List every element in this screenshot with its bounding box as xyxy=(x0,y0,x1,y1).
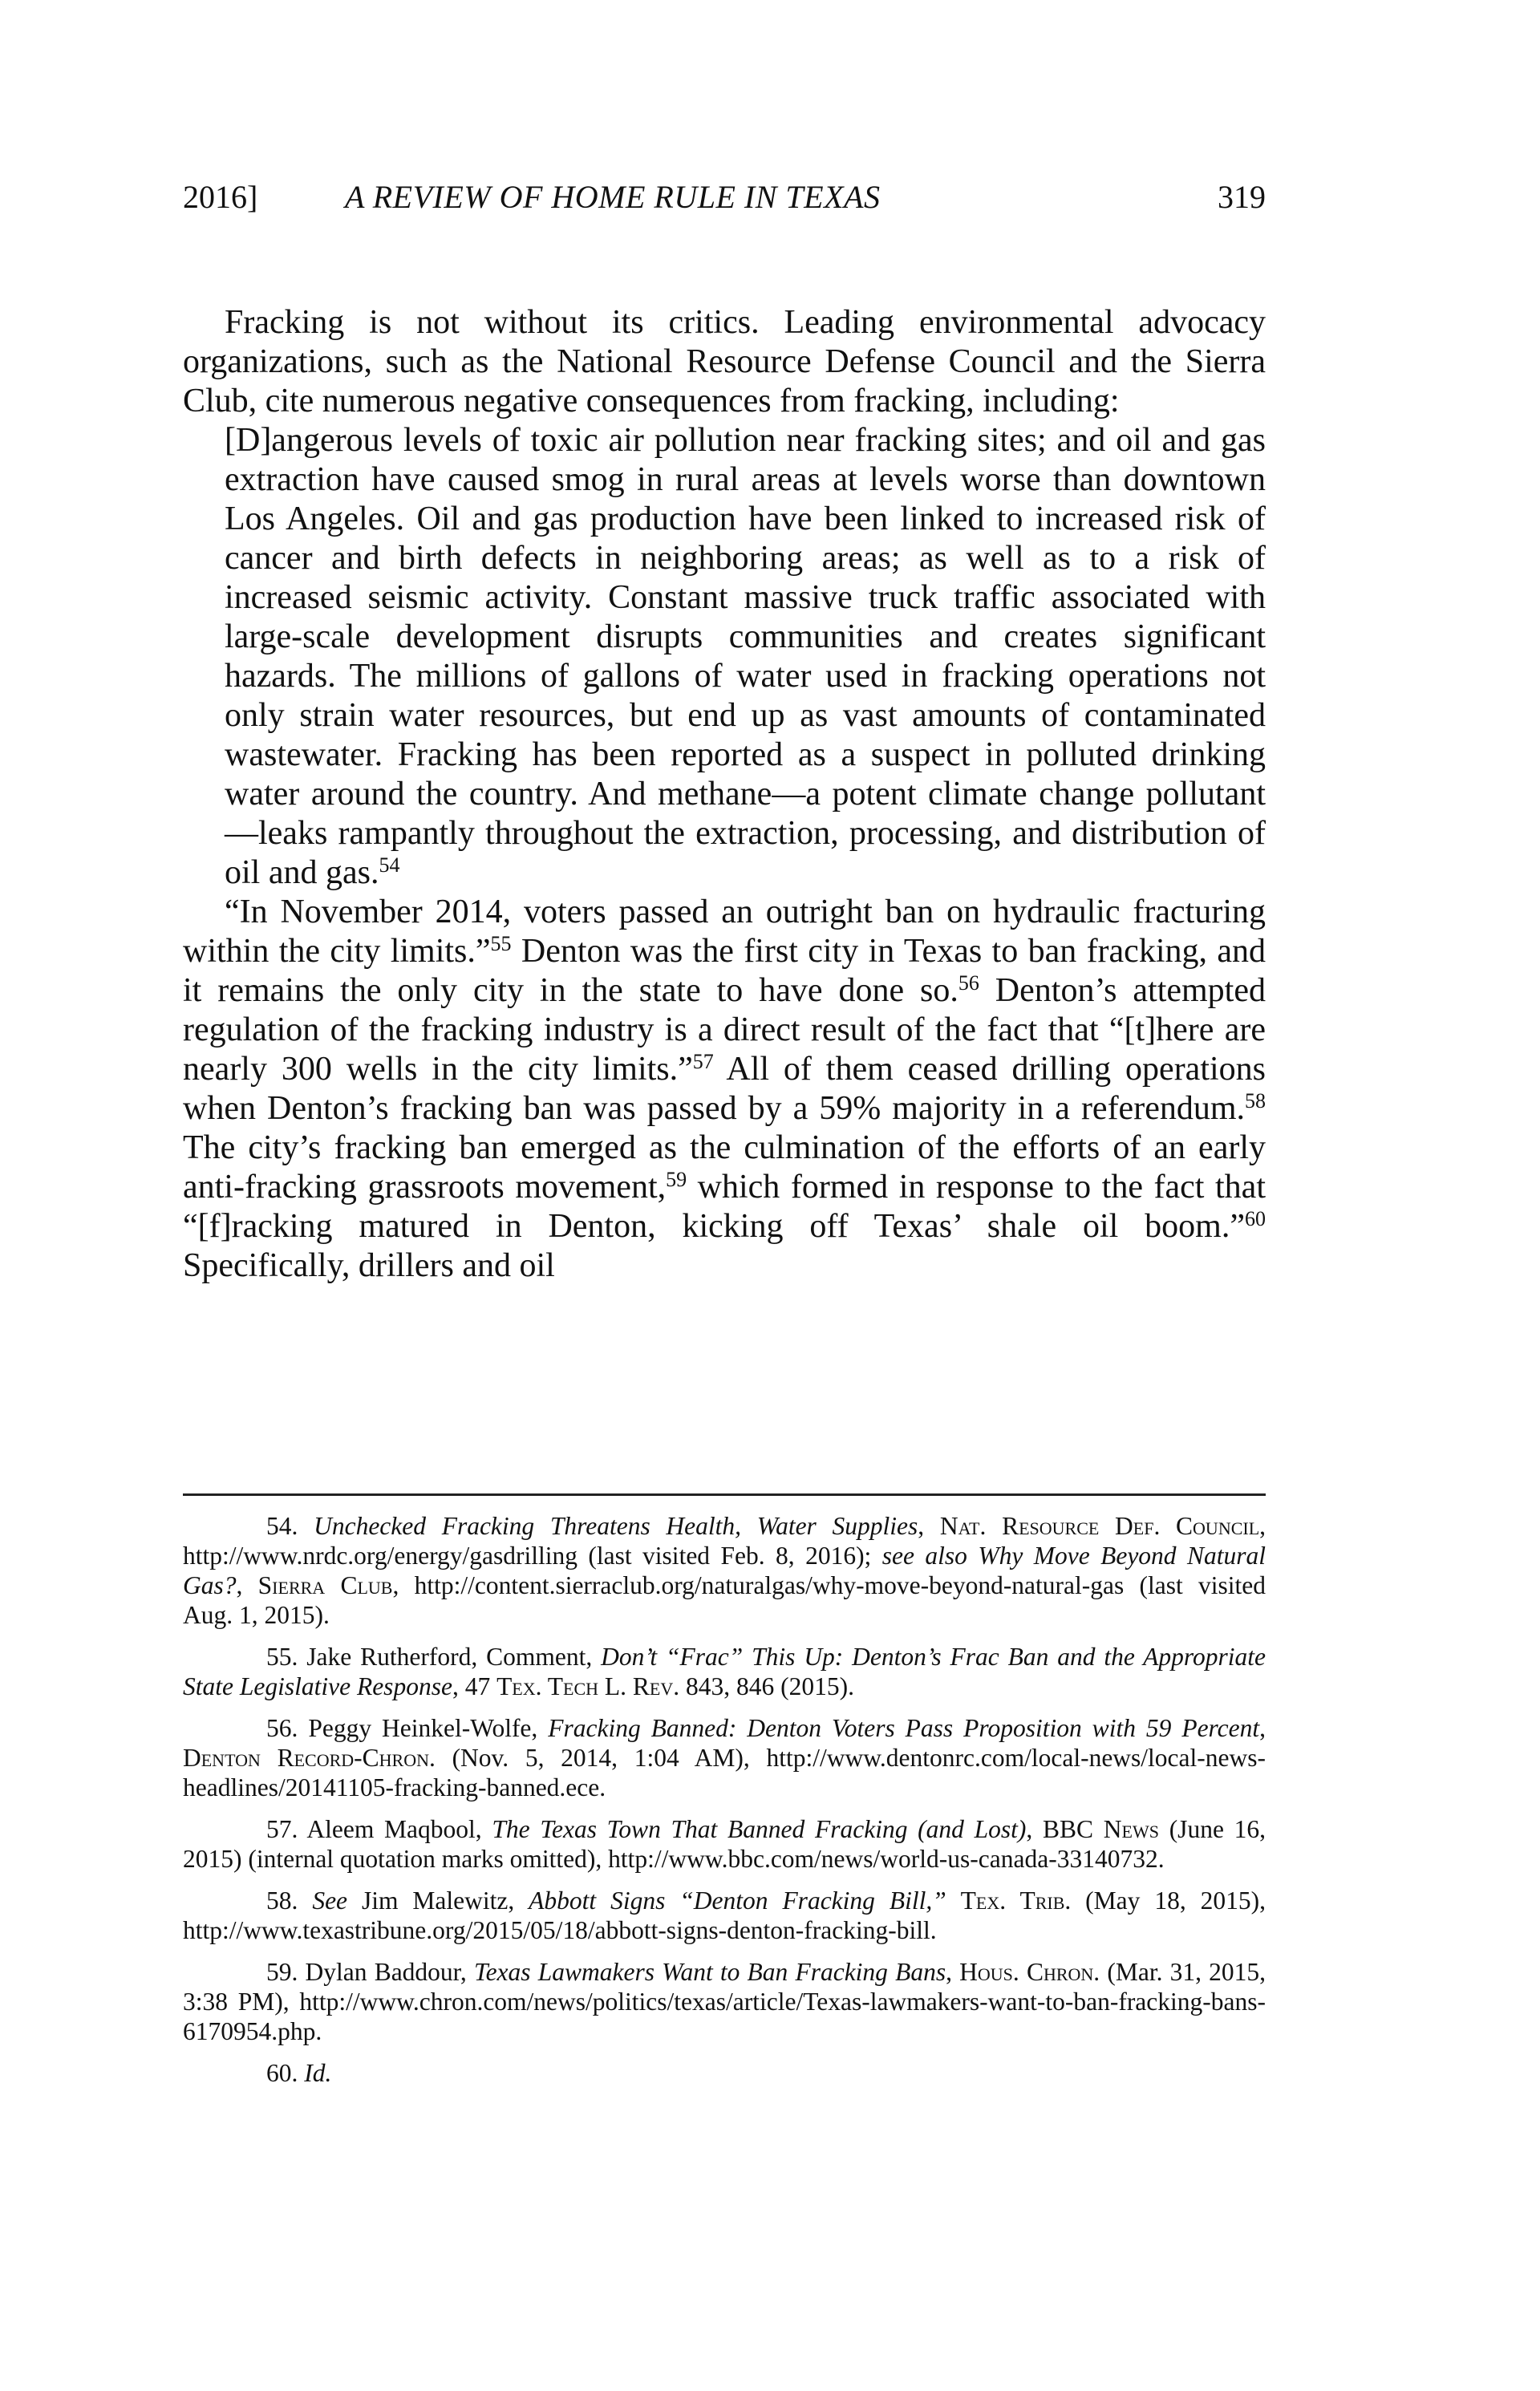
footnote-signal: See xyxy=(312,1886,348,1915)
paragraph-critics: Fracking is not without its critics. Leading environmental advocacy organizations, such as the National Resource Defense Council and the Sierra Club, cite numerous negative consequences from fracking, including: xyxy=(183,304,1266,419)
footnote-text: Peggy Heinkel-Wolfe, xyxy=(308,1714,549,1742)
footnote-text: (June 16, 2015) (internal quotation marks omitted), http://www.bbc.com/news/world-us-canada-33140732. xyxy=(183,1815,1266,1873)
footnote-ref-57: 57 xyxy=(692,1050,714,1073)
footnotes xyxy=(183,1511,1266,2100)
header-year: 2016] xyxy=(183,179,258,215)
footnote-text: Jake Rutherford, Comment, xyxy=(306,1643,602,1671)
footnote-text: Dylan Baddour, xyxy=(305,1958,474,1986)
footnote-text: (May 18, 2015), http://www.texastribune.org/2015/05/18/abbott-signs-denton-fracking-bill. xyxy=(183,1886,1266,1944)
footnote-source: Tex. Trib. xyxy=(960,1886,1072,1915)
footnote-title: The Texas Town That Banned Fracking (and Lost) xyxy=(492,1815,1027,1843)
footnote-55 xyxy=(183,1642,1266,1701)
footnote-54 xyxy=(183,1511,1266,1630)
footnote-source: Denton Record-Chron. xyxy=(183,1744,436,1772)
text-segment: which formed in response to the fact that “[f]racking matured in Denton, kicking off Texas’ shale oil boom.” xyxy=(183,1169,1266,1245)
footnote-60 xyxy=(183,2058,1266,2088)
footnote-ref-56: 56 xyxy=(958,971,979,995)
footnote-source: Hous. Chron. xyxy=(959,1958,1100,1986)
footnote-title: Texas Lawmakers Want to Ban Fracking Bans xyxy=(473,1958,946,1986)
footnote-text: 843, 846 (2015). xyxy=(679,1672,854,1700)
block-quote-text: [D]angerous levels of toxic air pollution near fracking sites; and oil and gas extraction have caused smog in rural areas at levels worse than downtown Los Angeles. Oil and gas production have been linked to increased risk of cancer and birth defects in neighboring areas; as well as to a risk of increased seismic activity. Constant massive truck traffic associated with large-scale development disrupts communities and creates significant hazards. The millions of gallons of water used in fracking operations not only strain water resources, but end up as vast amounts of contaminated wastewater. Fracking has been reported as a suspect in polluted drinking water around the country. And methane—a potent climate change pollutant—leaks rampantly throughout the extraction, processing, and distribution of oil and gas. xyxy=(225,422,1266,891)
footnote-number: 56. xyxy=(266,1714,298,1742)
footnote-source: BBC News xyxy=(1043,1815,1159,1843)
text-segment: “In November 2014, voters passed an outright ban on hydraulic fracturing within the city limits.” xyxy=(183,894,1266,970)
footnote-title: Fracking Banned: Denton Voters Pass Proposition with 59 Percent xyxy=(548,1714,1260,1742)
main-text xyxy=(183,303,1266,1286)
footnote-title: Id. xyxy=(304,2059,332,2087)
footnote-58 xyxy=(183,1886,1266,1945)
footnote-source: Nat. Resource Def. Council xyxy=(939,1512,1260,1540)
footnote-text: Aleem Maqbool, xyxy=(306,1815,492,1843)
footnote-text: , xyxy=(236,1571,258,1599)
footnote-title: Unchecked Fracking Threatens Health, Water Supplies xyxy=(314,1512,918,1540)
footnote-ref-55: 55 xyxy=(490,932,512,955)
footnote-56 xyxy=(183,1713,1266,1802)
footnote-59 xyxy=(183,1957,1266,2046)
footnote-text: Jim Malewitz, xyxy=(347,1886,529,1915)
running-header xyxy=(183,178,1266,226)
text-segment: Denton’s attempted regulation of the fracking industry is a direct result of the fact that “[t]here are nearly 300 wells in the city limits.” xyxy=(183,972,1266,1088)
text-segment: Denton was the first city in Texas to ban fracking, and it remains the only city in the state to have done so. xyxy=(183,933,1266,1009)
footnote-ref-59: 59 xyxy=(666,1168,687,1191)
footnote-text: (Mar. 31, 2015, 3:38 PM), http://www.chron.com/news/politics/texas/article/Texas-lawmakers-want-to-ban-fracking-bans-6170954.php. xyxy=(183,1958,1266,2045)
footnote-text: , xyxy=(1026,1815,1044,1843)
footnote-text: , 47 xyxy=(452,1672,497,1700)
block-quote xyxy=(225,421,1266,893)
footnote-source: Tex. Tech L. Rev. xyxy=(496,1672,680,1700)
footnote-title: Why Move Beyond Natural Gas? xyxy=(183,1542,1266,1599)
text-segment: The city’s fracking ban emerged as the culmination of the efforts of an early anti-fracking grassroots movement, xyxy=(183,1129,1266,1206)
footnote-text: , xyxy=(1259,1714,1266,1742)
footnote-57 xyxy=(183,1814,1266,1874)
footnote-ref-58: 58 xyxy=(1245,1089,1266,1112)
footnote-divider xyxy=(183,1493,1266,1496)
text-segment: All of them ceased drilling operations when Denton’s fracking ban was passed by a 59% majority in a referendum. xyxy=(183,1051,1266,1127)
footnote-source: Sierra Club xyxy=(257,1571,393,1599)
footnote-text xyxy=(946,1886,961,1915)
page-number: 319 xyxy=(1218,179,1266,215)
footnote-ref-60: 60 xyxy=(1245,1207,1266,1230)
footnote-signal: see also xyxy=(881,1542,967,1570)
footnote-text: , http://content.sierraclub.org/naturalgas/why-move-beyond-natural-gas (last visited Aug. 1, 2015). xyxy=(183,1571,1266,1629)
footnote-number: 55. xyxy=(266,1643,298,1671)
footnote-number: 59. xyxy=(266,1958,298,1986)
footnote-number: 54. xyxy=(266,1512,298,1540)
footnote-number: 58. xyxy=(266,1886,298,1915)
text-segment: Specifically, drillers and oil xyxy=(183,1247,555,1284)
footnote-text: , http://www.nrdc.org/energy/gasdrilling (last visited Feb. 8, 2016); xyxy=(183,1512,1266,1570)
footnote-text: (Nov. 5, 2014, 1:04 AM), http://www.dentonrc.com/local-news/local-news-headlines/20141105-fracking-banned.ece. xyxy=(183,1744,1266,1801)
running-title: A REVIEW OF HOME RULE IN TEXAS xyxy=(345,179,881,215)
footnote-text: , xyxy=(946,1958,960,1986)
footnote-title: Abbott Signs “Denton Fracking Bill,” xyxy=(529,1886,946,1915)
footnote-title: Don’t “Frac” This Up: Denton’s Frac Ban and the Appropriate State Legislative Response xyxy=(183,1643,1266,1700)
footnote-number: 60. xyxy=(266,2059,298,2087)
paragraph-denton xyxy=(183,893,1266,1286)
footnote-text xyxy=(967,1542,978,1570)
footnote-text: , xyxy=(918,1512,940,1540)
footnote-ref-54: 54 xyxy=(379,853,400,877)
footnote-number: 57. xyxy=(266,1815,298,1843)
